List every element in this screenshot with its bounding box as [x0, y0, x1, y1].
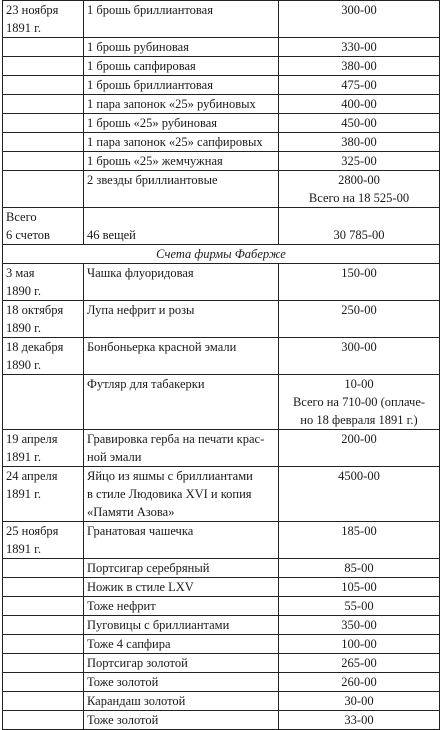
price-cell: [279, 467, 440, 522]
date-cell: [3, 430, 84, 467]
price-cell-line: 100-00: [341, 637, 377, 651]
price-cell-line: 450-00: [341, 116, 377, 130]
price-cell-line: 380-00: [341, 135, 377, 149]
price-cell-line: 2800-00: [338, 173, 380, 187]
item-cell: [84, 95, 279, 114]
item-cell: [84, 301, 279, 338]
table-row: [3, 1, 440, 38]
item-cell-line: Гравировка герба на печати крас-: [87, 432, 265, 446]
price-cell: [279, 616, 440, 635]
item-cell-line: Портсигар золотой: [87, 656, 188, 670]
date-cell: [3, 654, 84, 673]
date-cell: [3, 578, 84, 597]
item-cell-line: Тоже золотой: [87, 713, 159, 727]
item-cell-line: Тоже нефрит: [87, 599, 156, 613]
price-cell-line: 250-00: [341, 303, 377, 317]
price-cell-line: 300-00: [341, 340, 377, 354]
date-cell: [3, 673, 84, 692]
price-cell-line: 475-00: [341, 78, 377, 92]
section-row: [3, 245, 440, 264]
table-row: [3, 673, 440, 692]
date-cell-line: 1890 г.: [6, 284, 41, 298]
item-cell-line: Футляр для табакерки: [87, 377, 205, 391]
item-cell-line: Гранатовая чашечка: [87, 524, 194, 538]
price-cell: [279, 430, 440, 467]
date-cell: [3, 635, 84, 654]
price-cell-line: 55-00: [344, 599, 374, 613]
date-cell: [3, 597, 84, 616]
date-cell: [3, 301, 84, 338]
date-cell: [3, 152, 84, 171]
date-cell-line: 1891 г.: [6, 487, 41, 501]
price-cell: [279, 522, 440, 559]
date-cell-line: 19 апреля: [6, 432, 58, 446]
date-cell: [3, 692, 84, 711]
price-cell-line: 85-00: [344, 561, 374, 575]
item-cell: [84, 654, 279, 673]
date-cell: [3, 264, 84, 301]
date-cell-line: 1890 г.: [6, 321, 41, 335]
item-cell: [84, 578, 279, 597]
item-cell: [84, 264, 279, 301]
date-cell-line: 23 ноября: [6, 3, 59, 17]
item-cell: [84, 152, 279, 171]
item-cell-line: 1 брошь бриллиантовая: [87, 3, 213, 17]
table-row: [3, 375, 440, 430]
table-row: [3, 635, 440, 654]
price-cell-line: 33-00: [344, 713, 374, 727]
table-row: [3, 597, 440, 616]
date-cell: [3, 38, 84, 57]
price-cell: [279, 654, 440, 673]
date-cell: [3, 114, 84, 133]
table-row: [3, 95, 440, 114]
price-cell: [279, 76, 440, 95]
date-cell: [3, 522, 84, 559]
price-cell: [279, 38, 440, 57]
price-cell-line: 265-00: [341, 656, 377, 670]
table-row: [3, 171, 440, 208]
date-cell: [3, 95, 84, 114]
table-row: [3, 711, 440, 730]
price-cell: [279, 57, 440, 76]
date-cell-line: 18 октября: [6, 303, 64, 317]
price-cell: [279, 338, 440, 375]
item-cell: [84, 597, 279, 616]
item-cell: [84, 635, 279, 654]
item-cell-line: Яйцо из яшмы с бриллиантами: [87, 469, 253, 483]
table-row: [3, 338, 440, 375]
item-cell: [84, 57, 279, 76]
price-cell: [279, 1, 440, 38]
price-cell: [279, 375, 440, 430]
item-cell: [84, 559, 279, 578]
invoice-table-body: [3, 1, 440, 730]
item-cell: [84, 208, 279, 245]
date-cell: [3, 133, 84, 152]
price-cell: [279, 208, 440, 245]
item-cell-line: «Памяти Азова»: [87, 505, 175, 519]
price-cell-line: 150-00: [341, 266, 377, 280]
price-cell: [279, 673, 440, 692]
item-cell-line: Лупа нефрит и розы: [87, 303, 195, 317]
item-cell: [84, 114, 279, 133]
item-cell: [84, 1, 279, 38]
price-cell: [279, 171, 440, 208]
price-cell-line: 200-00: [341, 432, 377, 446]
date-cell-line: 1890 г.: [6, 358, 41, 372]
price-cell: [279, 597, 440, 616]
date-cell: [3, 616, 84, 635]
item-cell-line: 2 звезды бриллиантовые: [87, 173, 218, 187]
date-cell-line: 1891 г.: [6, 542, 41, 556]
item-cell-line: 1 брошь рубиновая: [87, 40, 189, 54]
price-cell: [279, 559, 440, 578]
price-cell-line: 10-00: [344, 377, 374, 391]
price-cell: [279, 133, 440, 152]
date-cell-line: 1891 г.: [6, 450, 41, 464]
date-cell-line: 24 апреля: [6, 469, 58, 483]
date-cell: [3, 559, 84, 578]
item-cell: [84, 38, 279, 57]
item-cell-line: 1 пара запонок «25» рубиновых: [87, 97, 256, 111]
price-cell: [279, 711, 440, 730]
price-cell-line: 105-00: [341, 580, 377, 594]
item-cell-line: ной эмали: [87, 450, 142, 464]
price-cell-line: но 18 февраля 1891 г.): [300, 413, 418, 427]
price-cell-line: Всего на 18 525-00: [308, 191, 410, 205]
price-cell: [279, 301, 440, 338]
table-row: [3, 264, 440, 301]
price-cell-line: [282, 208, 436, 226]
table-row: [3, 578, 440, 597]
table-row: [3, 57, 440, 76]
date-cell: [3, 57, 84, 76]
table-row: [3, 430, 440, 467]
item-cell-line: Бонбоньерка красной эмали: [87, 340, 237, 354]
table-row: [3, 559, 440, 578]
item-cell: [84, 338, 279, 375]
date-cell: [3, 338, 84, 375]
item-cell-line: 46 вещей: [87, 228, 136, 242]
table-row: [3, 114, 440, 133]
price-cell-line: 185-00: [341, 524, 377, 538]
date-cell-line: 25 ноября: [6, 524, 59, 538]
date-cell-line: Всего: [6, 210, 37, 224]
price-cell-line: 4500-00: [338, 469, 380, 483]
item-cell-line: [87, 208, 275, 226]
item-cell-line: 1 пара запонок «25» сапфировых: [87, 135, 263, 149]
item-cell: [84, 171, 279, 208]
price-cell-line: 260-00: [341, 675, 377, 689]
price-cell: [279, 95, 440, 114]
item-cell: [84, 375, 279, 430]
item-cell-line: Пуговицы с бриллиантами: [87, 618, 230, 632]
item-cell: [84, 133, 279, 152]
item-cell-line: Тоже 4 сапфира: [87, 637, 171, 651]
price-cell: [279, 635, 440, 654]
section-title: Счета фирмы Фаберже: [3, 245, 440, 264]
item-cell: [84, 692, 279, 711]
item-cell: [84, 76, 279, 95]
table-row: [3, 467, 440, 522]
price-cell-line: 300-00: [341, 3, 377, 17]
table-row: [3, 301, 440, 338]
table-row: [3, 38, 440, 57]
date-cell: [3, 375, 84, 430]
item-cell-line: Карандаш золотой: [87, 694, 186, 708]
date-cell-line: 3 мая: [6, 266, 35, 280]
table-row: [3, 133, 440, 152]
price-cell-line: 350-00: [341, 618, 377, 632]
date-cell: [3, 1, 84, 38]
price-cell: [279, 692, 440, 711]
price-cell-line: 400-00: [341, 97, 377, 111]
item-cell-line: 1 брошь сапфировая: [87, 59, 196, 73]
item-cell-line: в стиле Людовика XVI и копия: [87, 487, 252, 501]
item-cell-line: 1 брошь «25» жемчужная: [87, 154, 223, 168]
item-cell: [84, 673, 279, 692]
item-cell-line: Чашка флуоридовая: [87, 266, 194, 280]
date-cell-line: 6 счетов: [6, 228, 50, 242]
table-row: [3, 152, 440, 171]
price-cell-line: 30 785-00: [333, 228, 385, 242]
date-cell: [3, 171, 84, 208]
date-cell: [3, 711, 84, 730]
item-cell: [84, 467, 279, 522]
table-row: [3, 522, 440, 559]
price-cell: [279, 578, 440, 597]
item-cell-line: 1 брошь бриллиантовая: [87, 78, 213, 92]
item-cell: [84, 711, 279, 730]
table-row: [3, 76, 440, 95]
item-cell: [84, 430, 279, 467]
invoice-table: [2, 0, 440, 730]
table-row: [3, 616, 440, 635]
date-cell-line: 18 декабря: [6, 340, 64, 354]
price-cell-line: 330-00: [341, 40, 377, 54]
price-cell-line: Всего на 710-00 (оплаче-: [292, 395, 426, 409]
price-cell: [279, 264, 440, 301]
date-cell: [3, 208, 84, 245]
item-cell-line: Портсигар серебряный: [87, 561, 210, 575]
item-cell-line: Ножик в стиле LXV: [87, 580, 194, 594]
date-cell-line: 1891 г.: [6, 21, 41, 35]
item-cell-line: 1 брошь «25» рубиновая: [87, 116, 218, 130]
date-cell: [3, 467, 84, 522]
price-cell-line: 380-00: [341, 59, 377, 73]
item-cell: [84, 616, 279, 635]
price-cell: [279, 152, 440, 171]
price-cell: [279, 114, 440, 133]
table-row: [3, 208, 440, 245]
item-cell: [84, 522, 279, 559]
item-cell-line: Тоже золотой: [87, 675, 159, 689]
table-row: [3, 692, 440, 711]
date-cell: [3, 76, 84, 95]
price-cell-line: 30-00: [344, 694, 374, 708]
price-cell-line: 325-00: [341, 154, 377, 168]
table-row: [3, 654, 440, 673]
